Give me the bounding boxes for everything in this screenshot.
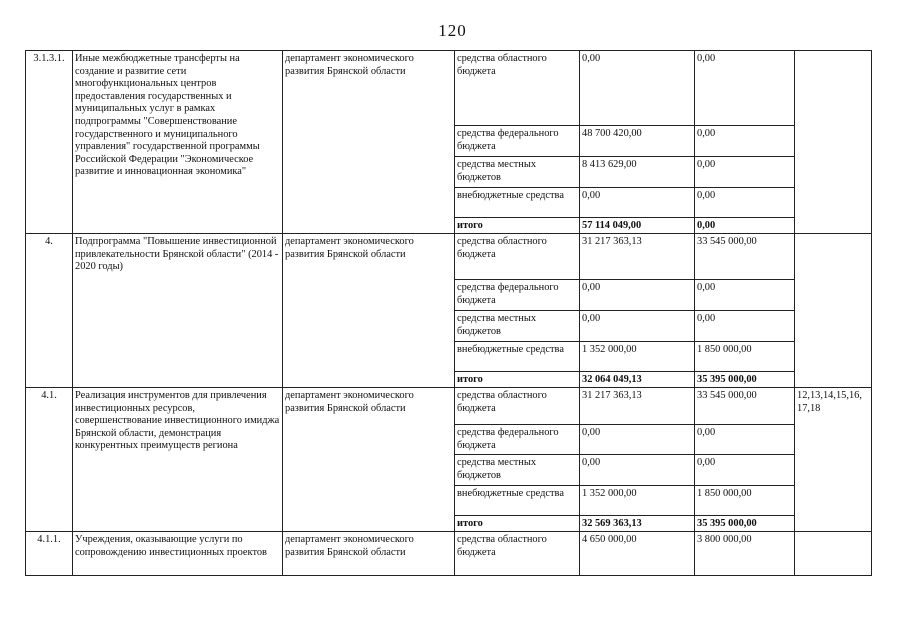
amount-col2: 0,00 (695, 311, 795, 342)
page-number: 120 (438, 21, 467, 40)
executor: департамент экономического развития Брянской области (283, 532, 455, 576)
executor: департамент экономического развития Брянской области (283, 51, 455, 234)
amount-col1: 1 352 000,00 (580, 486, 695, 516)
total-col1: 32 064 049,13 (580, 372, 695, 388)
amount-col1: 4 650 000,00 (580, 532, 695, 576)
funding-source: средства федерального бюджета (455, 126, 580, 157)
activity-name: Учреждения, оказывающие услуги по сопровождению инвестиционных проектов (73, 532, 283, 576)
amount-col1: 1 352 000,00 (580, 342, 695, 372)
indicator-numbers: 12,13,14,15,16, 17,18 (795, 388, 872, 532)
amount-col2: 1 850 000,00 (695, 342, 795, 372)
table-row (26, 532, 872, 576)
table-row (26, 388, 872, 425)
amount-col1: 0,00 (580, 280, 695, 311)
amount-col2: 3 800 000,00 (695, 532, 795, 576)
amount-col2: 0,00 (695, 188, 795, 218)
row-number: 4.1. (26, 388, 73, 532)
table-row (26, 234, 872, 280)
activity-name: Иные межбюджетные трансферты на создание и развитие сети многофункциональных центров предоставления государственных и муниципальных услуг в рамках подпрограммы "Совершенствование государственного и муниципального управления" государственной программы Российской Федерации "Экономическое развитие и инновационная экономика" (73, 51, 283, 234)
total-col2: 35 395 000,00 (695, 372, 795, 388)
amount-col2: 0,00 (695, 280, 795, 311)
indicator-numbers (795, 532, 872, 576)
activity-name: Реализация инструментов для привлечения инвестиционных ресурсов, совершенствование инвестиционного имиджа Брянской области, демонстрация конкурентных преимуществ региона (73, 388, 283, 532)
total-col1: 57 114 049,00 (580, 218, 695, 234)
amount-col2: 33 545 000,00 (695, 234, 795, 280)
amount-col1: 0,00 (580, 51, 695, 126)
funding-source: средства областного бюджета (455, 234, 580, 280)
funding-source: внебюджетные средства (455, 486, 580, 516)
amount-col2: 0,00 (695, 126, 795, 157)
total-label: итого (455, 516, 580, 532)
amount-col1: 31 217 363,13 (580, 234, 695, 280)
funding-source: средства местных бюджетов (455, 311, 580, 342)
table-row (26, 51, 872, 126)
amount-col1: 0,00 (580, 188, 695, 218)
total-col2: 0,00 (695, 218, 795, 234)
funding-source: внебюджетные средства (455, 188, 580, 218)
amount-col1: 8 413 629,00 (580, 157, 695, 188)
activity-name: Подпрограмма "Повышение инвестиционной привлекательности Брянской области" (2014 - 2020 годы) (73, 234, 283, 388)
funding-source: средства областного бюджета (455, 388, 580, 425)
total-label: итого (455, 372, 580, 388)
amount-col2: 0,00 (695, 157, 795, 188)
amount-col2: 0,00 (695, 51, 795, 126)
funding-source: средства местных бюджетов (455, 455, 580, 486)
total-col1: 32 569 363,13 (580, 516, 695, 532)
executor: департамент экономического развития Брянской области (283, 234, 455, 388)
total-label: итого (455, 218, 580, 234)
amount-col1: 0,00 (580, 455, 695, 486)
budget-table (25, 50, 872, 576)
row-number: 4.1.1. (26, 532, 73, 576)
executor: департамент экономического развития Брянской области (283, 388, 455, 532)
funding-source: средства федерального бюджета (455, 425, 580, 455)
funding-source: средства федерального бюджета (455, 280, 580, 311)
amount-col2: 0,00 (695, 455, 795, 486)
amount-col1: 48 700 420,00 (580, 126, 695, 157)
funding-source: средства местных бюджетов (455, 157, 580, 188)
funding-source: внебюджетные средства (455, 342, 580, 372)
indicator-numbers (795, 234, 872, 388)
row-number: 4. (26, 234, 73, 388)
indicator-numbers (795, 51, 872, 234)
amount-col1: 0,00 (580, 425, 695, 455)
amount-col1: 0,00 (580, 311, 695, 342)
funding-source: средства областного бюджета (455, 532, 580, 576)
total-col2: 35 395 000,00 (695, 516, 795, 532)
funding-source: средства областного бюджета (455, 51, 580, 126)
row-number: 3.1.3.1. (26, 51, 73, 234)
amount-col2: 0,00 (695, 425, 795, 455)
amount-col2: 33 545 000,00 (695, 388, 795, 425)
amount-col2: 1 850 000,00 (695, 486, 795, 516)
amount-col1: 31 217 363,13 (580, 388, 695, 425)
